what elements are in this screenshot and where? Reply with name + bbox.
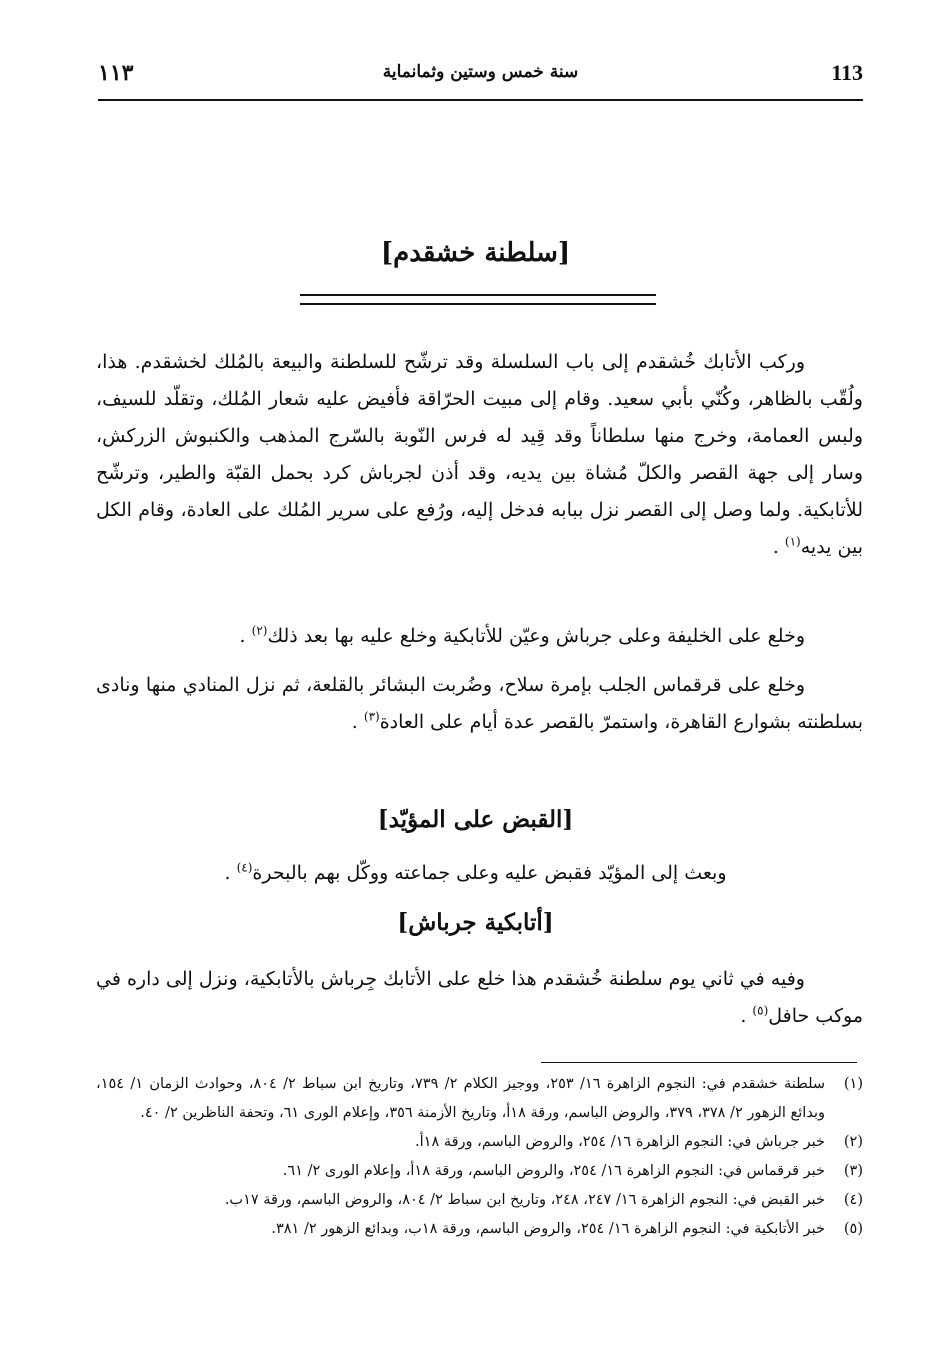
section-heading-atabak: [أتابكية جرباش] (397, 909, 554, 936)
page-number-arabic: ١١٣ (98, 60, 134, 86)
footnote-text: سلطنة خشقدم في: النجوم الزاهرة ١٦/ ٢٥٣، ووجيز الكلام ٢/ ٧٣٩، وتاريخ ابن سباط ٢/ ٨٠٤، وحوادث الزمان ١/ ١٥٤، وبدائع الزهور ٢/ ٣٧٨، ٣٧٩، والروض الباسم، ورقة ١٨أ، وتاريخ الأزمنة ٣٥٦، وإعلام الورى ٦١، وتحفة الناظرين ٢/ ٤٠. (96, 1076, 826, 1121)
footnote-text: خبر جرباش في: النجوم الزاهرة ١٦/ ٢٥٤، والروض الباسم، ورقة ١٨أ. (415, 1134, 825, 1150)
paragraph-3-text: وخلع على قرقماس الجلب بإمرة سلاح، وضُربت البشائر بالقلعة، ثم نزل المنادي منها ونادى بسلطنته بشوارع القاهرة، واستمرّ بالقصر عدة أيام على العادة (96, 674, 863, 733)
footnote-number: (٢) (843, 1134, 863, 1150)
footnote-item (96, 1128, 863, 1157)
running-title: سنة خمس وستين وثمانماية (382, 62, 579, 82)
footnote-item (96, 1157, 863, 1186)
paragraph-2-text: وخلع على الخليفة وعلى جرباش وعيّن للأتابكية وخلع عليه بها بعد ذلك (267, 625, 805, 647)
paragraph-1-text: وركب الأتابك خُشقدم إلى باب السلسلة وقد ترشّح للسلطنة والبيعة بالمُلك لخشقدم. هذا، ولُقّب بالظاهر، وكُنّي بأبي سعيد. وقام إلى مبيت الحرّاقة فأفيض عليه شعار المُلك، وتقلّد للسيف، ولبس العمامة، وخرج منها سلطاناً وقد قِيد له فرس النّوبة بالسّرج المذهب والكنبوش الزركش، وسار إلى جهة القصر والكلّ مُشاة بين يديه، وقد أذن لجرباش كرد بحمل القبّة والطير، وترشّح للأتابكية. ولما وصل إلى القصر نزل ببابه فدخل إليه، ورُفع على سرير المُلك على العادة، وقام الكل بين يديه (96, 351, 863, 558)
footnote-text: خبر قرقماس في: النجوم الزاهرة ١٦/ ٢٥٤، والروض الباسم، ورقة ١٨أ، وإعلام الورى ٢/ ٦١. (282, 1163, 825, 1179)
footnote-ref-1[interactable]: (١) (784, 534, 801, 549)
paragraph-3 (96, 667, 863, 741)
footnote-text: خبر الأتابكية في: النجوم الزاهرة ١٦/ ٢٥٤، والروض الباسم، ورقة ١٨ب، وبدائع الزهور ٢/ ٣٨١. (271, 1221, 825, 1237)
paragraph-5-end: . (740, 1005, 747, 1027)
paragraph-2-end: . (239, 625, 246, 647)
paragraph-4-text: وبعث إلى المؤيّد فقبض عليه وعلى جماعته ووكّل بهم بالبحرة (252, 862, 727, 884)
footnote-item (96, 1186, 863, 1215)
double-rule-divider (300, 294, 656, 305)
paragraph-4-end: . (224, 862, 231, 884)
footnote-text: خبر القبض في: النجوم الزاهرة ١٦/ ٢٤٧، ٢٤٨، وتاريخ ابن سباط ٢/ ٨٠٤، والروض الباسم، ورقة ١٧ب. (224, 1192, 825, 1208)
footnote-number: (٤) (843, 1192, 863, 1208)
footnote-number: (١) (843, 1076, 863, 1092)
paragraph-5 (96, 961, 863, 1035)
paragraph-1 (96, 344, 863, 566)
section-heading-arrest: [القبض على المؤيّد] (377, 806, 574, 833)
footnote-number: (٥) (843, 1221, 863, 1237)
paragraph-4 (150, 855, 801, 892)
paragraph-5-text: وفيه في ثاني يوم سلطنة خُشقدم هذا خلع على الأتابك جِرباش بالأتابكية، ونزل إلى داره في موكب حافل (96, 968, 863, 1027)
footnote-item (96, 1070, 863, 1128)
footnote-ref-2[interactable]: (٢) (251, 623, 268, 638)
footnote-ref-4[interactable]: (٤) (236, 860, 253, 875)
footnotes (96, 1070, 863, 1244)
footnote-ref-5[interactable]: (٥) (752, 1003, 769, 1018)
section-heading-sultanate: [سلطنة خشقدم] (380, 238, 571, 268)
footnote-item (96, 1215, 863, 1244)
page-number-latin: 113 (831, 60, 863, 85)
paragraph-2 (96, 618, 863, 655)
footnote-separator (541, 1062, 857, 1063)
running-header (98, 58, 863, 98)
header-rule (98, 99, 863, 101)
paragraph-3-end: . (351, 711, 358, 733)
footnote-ref-3[interactable]: (٣) (363, 709, 380, 724)
paragraph-1-end: . (772, 536, 779, 558)
footnote-number: (٣) (843, 1163, 863, 1179)
